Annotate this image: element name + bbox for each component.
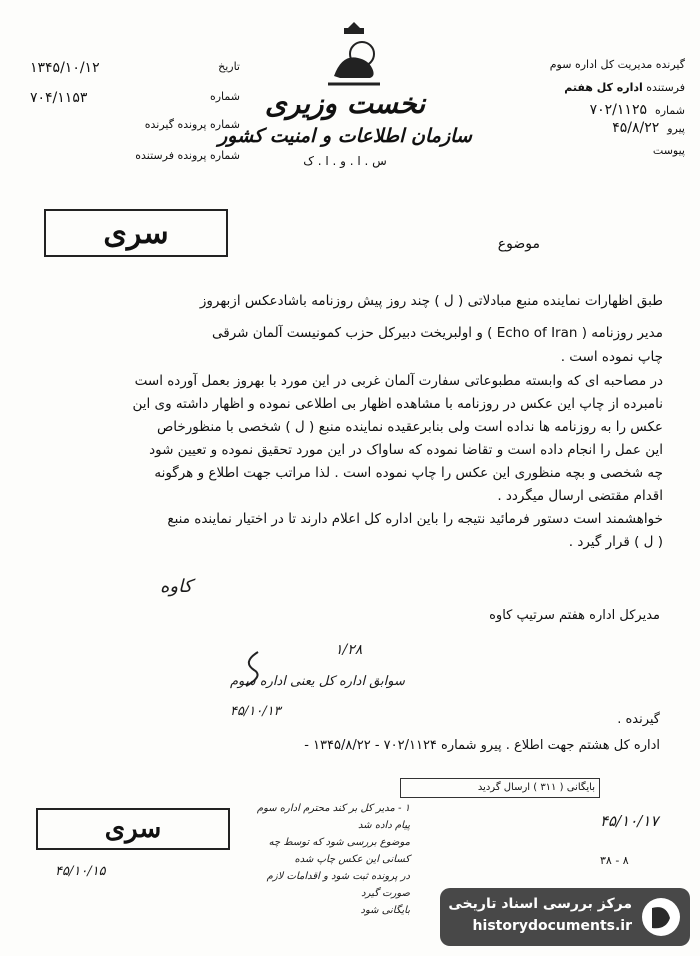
body-line: خواهشمند است دستور فرمائید نتیجه را باین اداره کل اعلام دارند تا در اختیار نماینده منبع <box>167 511 663 527</box>
handwriting-line: موضوع بررسی شود که توسط چه کسانی این عکس چاپ شده <box>268 837 410 865</box>
body-line: این عمل را انجام داده است و تقاضا نموده که ساواک در این مورد تحقیق نموده و تعیین شود <box>149 442 663 458</box>
organization-code: س . ا . و . ا . ک <box>303 154 387 168</box>
bottom-handwriting <box>240 800 410 919</box>
recipients-label: گیرنده . <box>617 712 660 727</box>
handwritten-date: ۴۵/۱۰/۱۳ <box>230 704 281 719</box>
archive-stamp <box>400 778 600 798</box>
number-value: ۷۰۴/۱۱۵۳ <box>30 90 88 106</box>
bottom-classification-box: سری <box>36 808 230 850</box>
body-line: اقدام مقتضی ارسال میگردد . <box>497 488 663 504</box>
followup-value: ۴۵/۸/۲۲ <box>612 120 660 136</box>
watermark-title: مرکز بررسی اسناد تاریخی <box>448 896 632 912</box>
cc-line: اداره کل هشتم جهت اطلاع . پیرو شماره ۷۰۲/۱۱۲۴ - ۱۳۴۵/۸/۲۲ - <box>304 738 660 753</box>
handwritten-note: سوابق اداره کل یعنی اداره سوم <box>230 674 405 689</box>
right-number-label: شماره <box>654 104 685 117</box>
watermark-url: historydocuments.ir <box>472 918 632 934</box>
body-line: چاپ نموده است . <box>560 349 663 365</box>
body-line: در مصاحبه ای که وابسته مطبوعاتی سفارت آلمان غربی در این مورد با بهروز بعمل آورده است <box>134 373 663 389</box>
signature-title: مدیرکل اداره هفتم سرتیپ کاوه <box>489 608 660 623</box>
recipient-file-label: شماره پرونده گیرنده <box>144 118 240 131</box>
handwriting-line: ۱ - مدیر کل بر کند محترم اداره سوم <box>256 803 410 814</box>
header-left <box>30 60 240 162</box>
date-label: تاریخ <box>218 60 240 73</box>
watermark-banner <box>440 888 690 946</box>
archive-stamp-text: بایگانی ( ۳۱۱ ) ارسال گردید <box>477 782 595 793</box>
right-number-value: ۷۰۲/۱۱۲۵ <box>589 102 647 118</box>
subject-label: موضوع <box>497 236 540 252</box>
handwritten-note: ۱/۲۸ <box>335 642 363 658</box>
archive-logo-icon <box>640 896 682 938</box>
recipient-value: مدیریت کل اداره سوم <box>549 58 653 71</box>
organization-title: سازمان اطلاعات و امنیت کشور <box>218 125 472 147</box>
body-line: مدیر روزنامه ( Echo of Iran ) و اولبریخت دبیرکل حزب کمونیست آلمان شرقی <box>212 325 663 341</box>
body-text <box>38 292 663 551</box>
sender-value: اداره کل هفتم <box>564 81 643 94</box>
bottom-left-note: ۴۵/۱۰/۱۵ <box>55 864 106 879</box>
bottom-right-note: ۴۵/۱۰/۱۷ <box>600 812 659 830</box>
lion-and-sun-emblem-icon <box>322 18 386 90</box>
sender-label: فرستنده <box>646 81 685 94</box>
reference-number: ۳۸ - ۸ <box>600 854 629 867</box>
header-center <box>215 86 475 168</box>
classification-box: سری <box>44 209 228 257</box>
body-line: چه شخصی و بچه منظوری این عکس را چاپ نموده است . لذا مراتب جهت اطلاع و هرگونه <box>154 465 663 481</box>
attachment-label: پیوست <box>652 144 685 157</box>
followup-label: پیرو <box>667 122 685 135</box>
body-line: عکس را به روزنامه ها نداده است ولی بنابرعقیده نماینده منبع ( ل ) شخصی با منظورخاص <box>156 419 663 435</box>
handwriting-line: بایگانی شود <box>360 905 410 916</box>
handwriting-line: پیام داده شد <box>358 820 410 831</box>
body-line: نامبرده از چاپ این عکس در روزنامه با مشاهده اظهار بی اطلاعی نموده و اظهار داشته وی این <box>132 396 663 412</box>
body-line: طبق اظهارات نماینده منبع مبادلاتی ( ل ) چند روز پیش روزنامه باشادعکس ازبهروز <box>199 293 663 309</box>
body-line: ( ل ) قرار گیرد . <box>568 534 663 550</box>
sender-file-label: شماره پرونده فرستنده <box>135 149 240 162</box>
handwriting-line: در پرونده ثبت شود و اقدامات لازم صورت گیرد <box>266 871 410 899</box>
number-label: شماره <box>209 90 240 103</box>
handwritten-signature: کاوه <box>160 576 193 597</box>
date-value: ۱۳۴۵/۱۰/۱۲ <box>30 60 100 76</box>
header-right <box>455 58 685 157</box>
ministry-title: نخست وزیری <box>264 87 426 120</box>
recipient-label: گیرنده <box>655 58 685 71</box>
